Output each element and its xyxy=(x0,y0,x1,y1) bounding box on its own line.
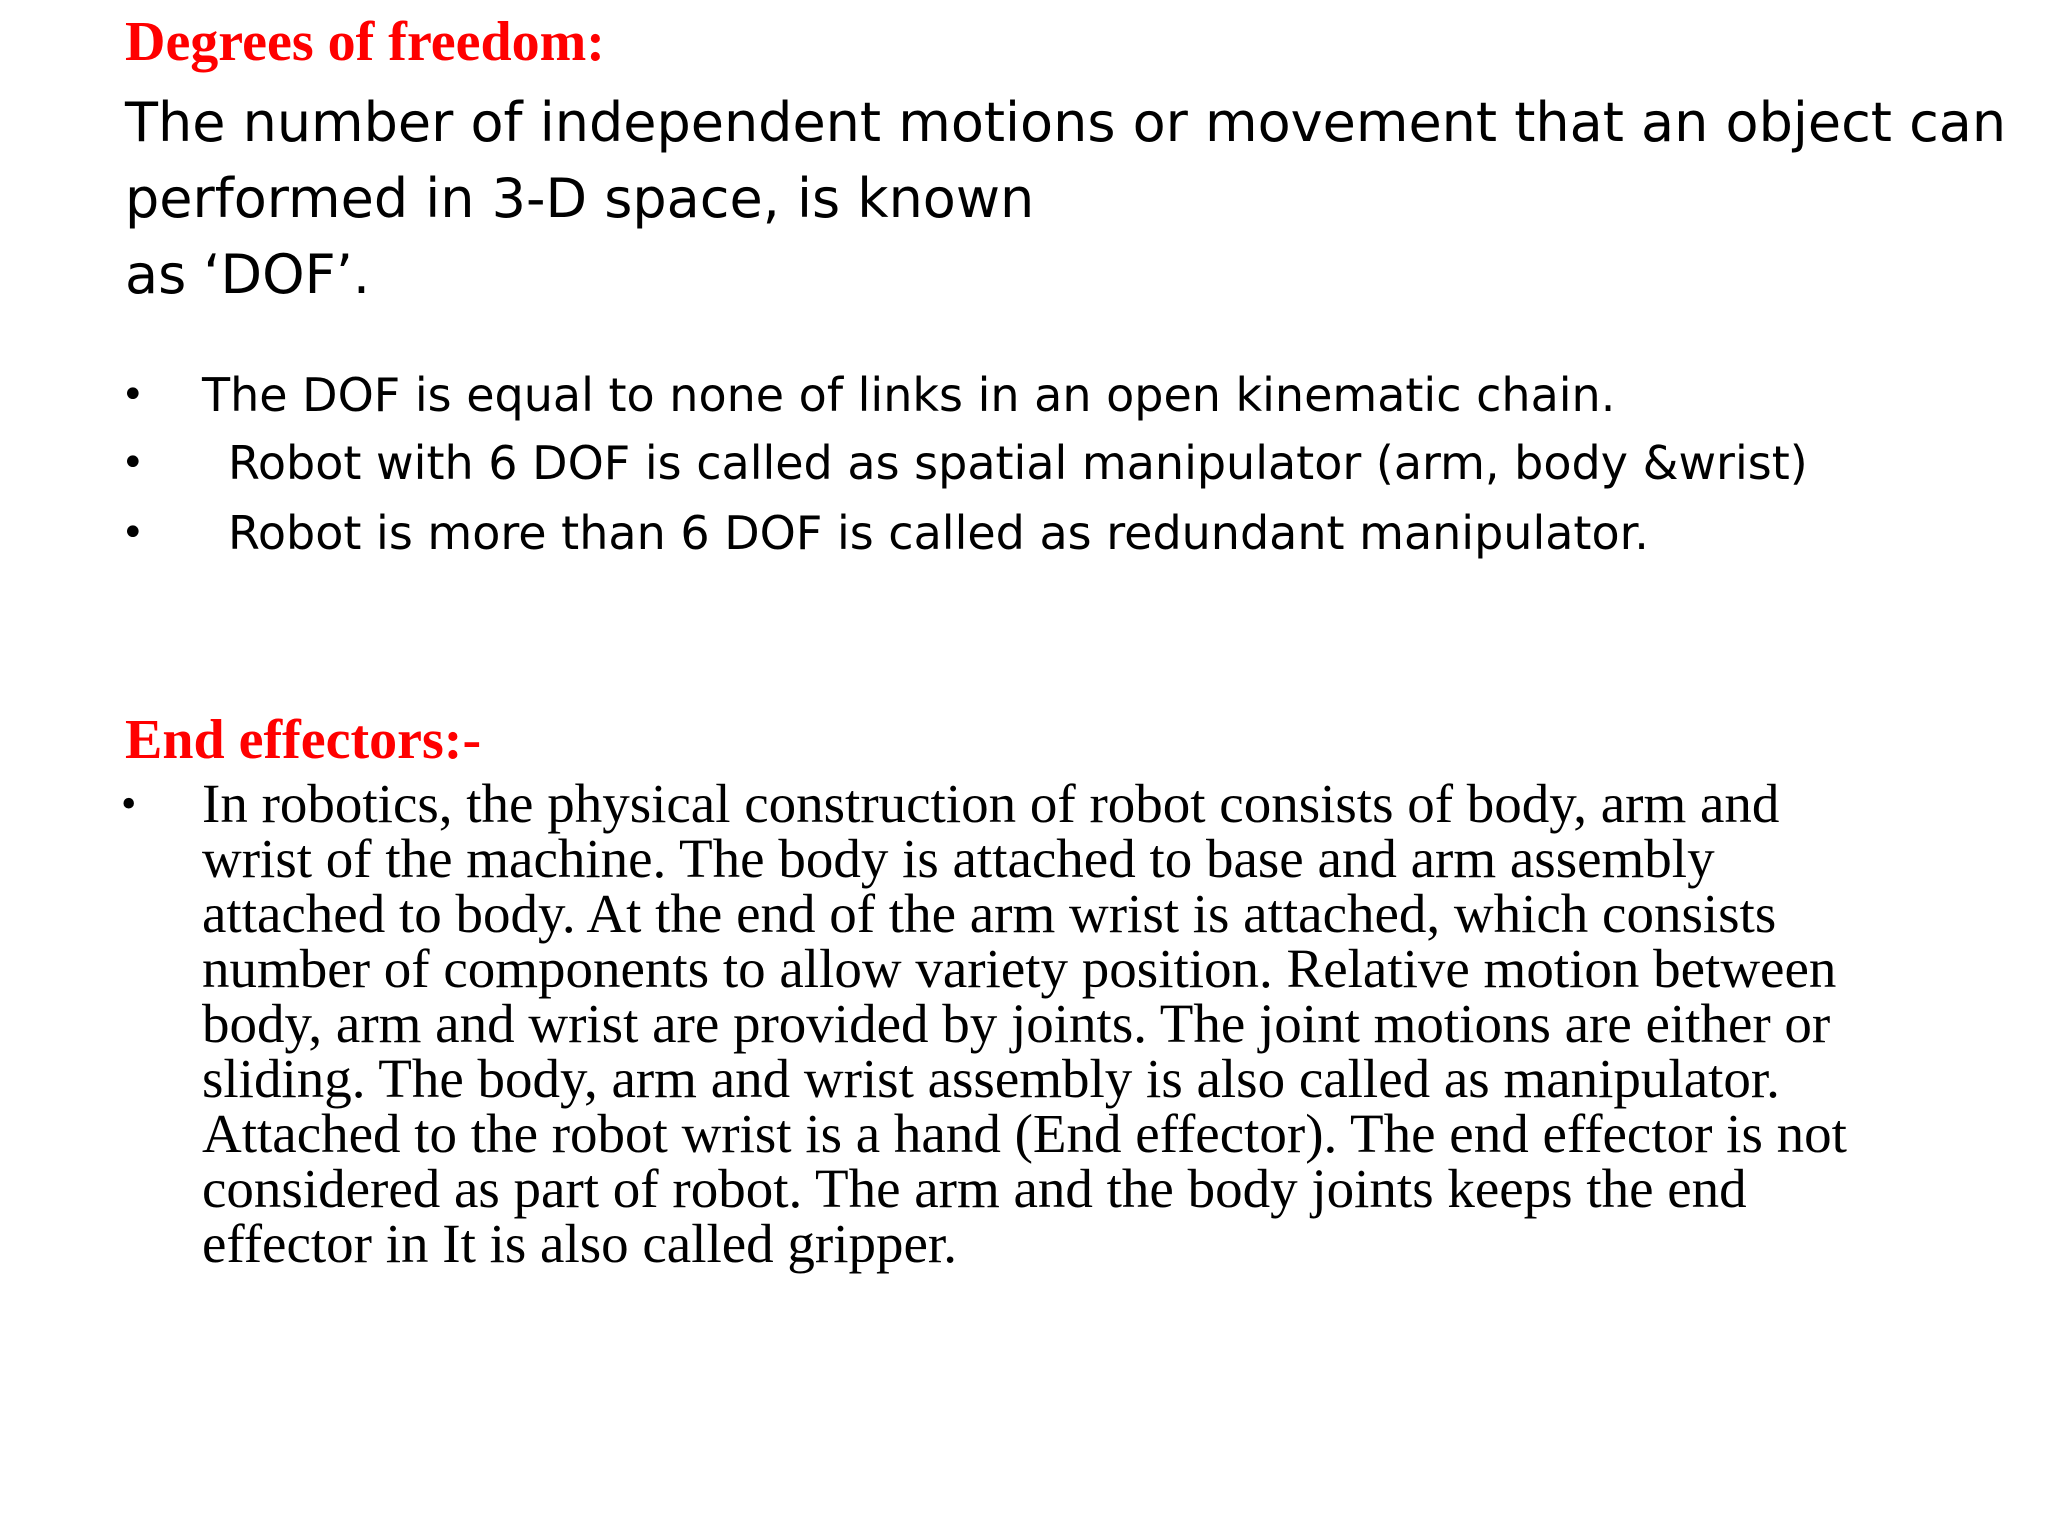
paragraph-line: Attached to the robot wrist is a hand (End effector). The end effector is not xyxy=(202,1103,1847,1164)
list-item xyxy=(0,498,2048,568)
bullet-text: The DOF is equal to none of links in an open kinematic chain. xyxy=(202,368,1616,422)
list-item xyxy=(0,428,2048,498)
paragraph-line: attached to body. At the end of the arm wrist is attached, which consists xyxy=(202,883,1777,944)
dof-definition xyxy=(125,85,2005,313)
bullet-icon: • xyxy=(121,440,145,486)
paragraph-line: number of components to allow variety position. Relative motion between xyxy=(202,938,1837,999)
dof-definition-line: performed in 3-D space, is known xyxy=(125,167,1035,230)
end-effectors-paragraph xyxy=(202,773,2022,1274)
paragraph-line: In robotics, the physical construction of robot consists of body, arm and xyxy=(202,773,1780,834)
dof-definition-line: The number of independent motions or movement that an object can xyxy=(125,91,2007,154)
section-heading-degrees-of-freedom: Degrees of freedom: xyxy=(125,11,605,73)
bullet-text: Robot with 6 DOF is called as spatial manipulator (arm, body &wrist) xyxy=(228,436,1808,490)
paragraph-line: body, arm and wrist are provided by joints. The joint motions are either or xyxy=(202,993,1831,1054)
paragraph-line: considered as part of robot. The arm and the body joints keeps the end xyxy=(202,1158,1747,1219)
bullet-icon: • xyxy=(121,372,145,418)
section-heading-end-effectors: End effectors:- xyxy=(125,709,482,771)
list-item xyxy=(0,360,2048,430)
paragraph-line: effector in It is also called gripper. xyxy=(202,1213,957,1274)
paragraph-line: sliding. The body, arm and wrist assembly is also called as manipulator. xyxy=(202,1048,1780,1109)
bullet-icon: • xyxy=(121,510,145,556)
bullet-text: Robot is more than 6 DOF is called as redundant manipulator. xyxy=(228,506,1649,560)
bullet-icon: • xyxy=(121,779,137,828)
dof-definition-line: as ‘DOF’. xyxy=(125,243,371,306)
paragraph-line: wrist of the machine. The body is attached to base and arm assembly xyxy=(202,828,1715,889)
